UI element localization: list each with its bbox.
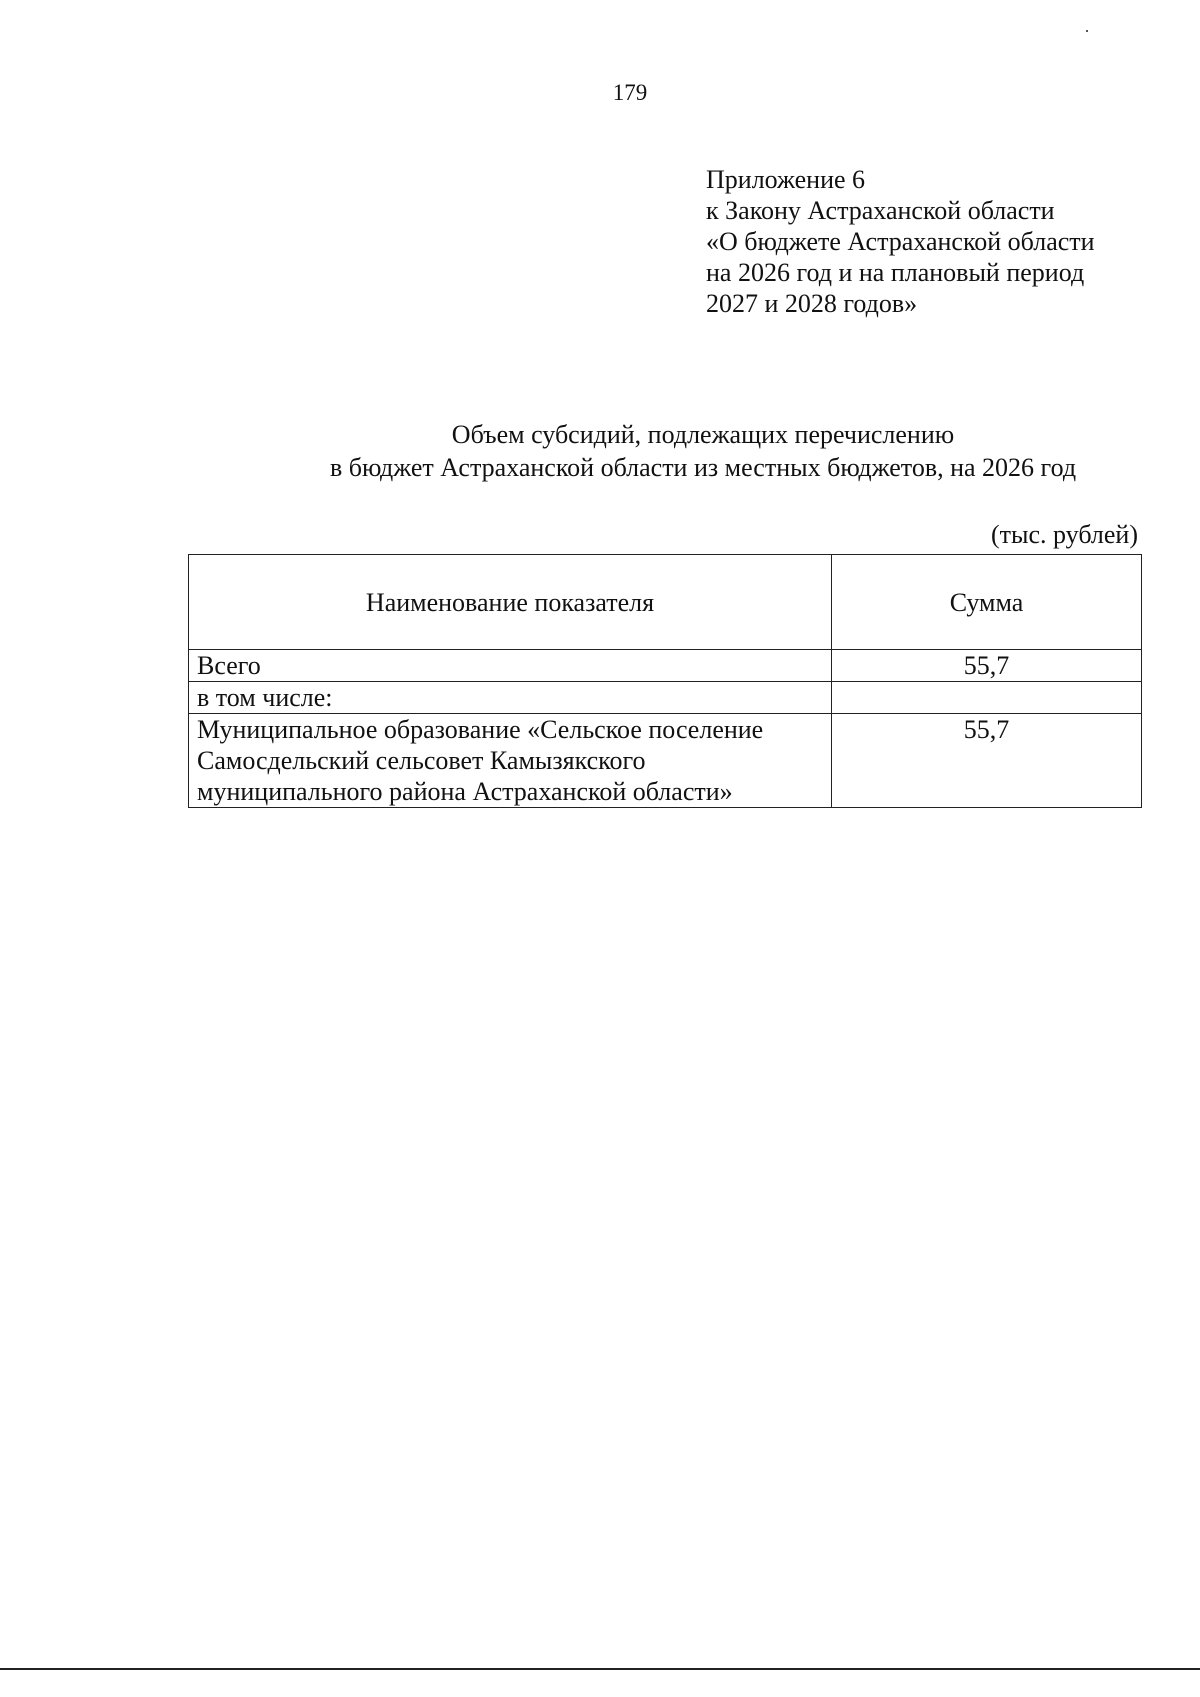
title-line-2: в бюджет Астраханской области из местных бюджетов, на 2026 год xyxy=(329,453,1077,482)
appendix-line: 2027 и 2028 годов» xyxy=(706,289,918,318)
row-sum xyxy=(832,682,1142,714)
units-label: (тыс. рублей) xyxy=(990,520,1138,549)
appendix-line: на 2026 год и на плановый период xyxy=(706,258,1085,287)
appendix-line: Приложение 6 xyxy=(706,165,866,194)
table-row xyxy=(189,650,1142,682)
scan-speck xyxy=(1086,30,1088,32)
row-name: Муниципальное образование «Сельское поселение Самосдельский сельсовет Камызякского муниципального района Астраханской области» xyxy=(189,714,832,808)
row-name: Всего xyxy=(189,650,832,682)
table-row xyxy=(189,714,1142,808)
title-line-1: Объем субсидий, подлежащих перечислению xyxy=(451,420,955,449)
appendix-reference xyxy=(706,164,1095,319)
subsidy-table xyxy=(188,554,1142,808)
row-sum: 55,7 xyxy=(832,650,1142,682)
row-name: в том числе: xyxy=(189,682,832,714)
appendix-line: «О бюджете Астраханской области xyxy=(706,227,1095,256)
column-header-name: Наименование показателя xyxy=(189,555,832,650)
page-number: 179 xyxy=(612,80,648,105)
appendix-line: к Закону Астраханской области xyxy=(706,196,1055,225)
row-sum: 55,7 xyxy=(832,714,1142,808)
column-header-sum: Сумма xyxy=(832,555,1142,650)
table-header-row xyxy=(189,555,1142,650)
table-row xyxy=(189,682,1142,714)
document-title xyxy=(168,418,1200,484)
bottom-divider xyxy=(0,1668,1200,1670)
